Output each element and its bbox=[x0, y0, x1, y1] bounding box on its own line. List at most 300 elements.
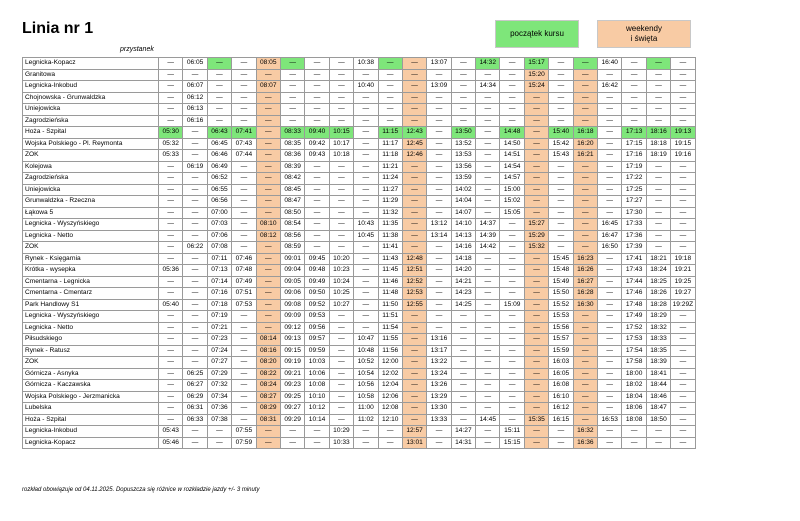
departure-time: 17:36 bbox=[622, 230, 646, 242]
departure-time: — bbox=[329, 322, 353, 334]
departure-time: 09:59 bbox=[305, 345, 329, 357]
departure-time: 11:18 bbox=[378, 150, 402, 162]
departure-time: — bbox=[427, 426, 451, 438]
departure-time: 10:47 bbox=[354, 334, 378, 346]
departure-time: — bbox=[622, 81, 646, 93]
departure-time: — bbox=[159, 196, 183, 208]
departure-time: — bbox=[549, 437, 573, 449]
departure-time: — bbox=[256, 184, 280, 196]
departure-time: — bbox=[256, 173, 280, 185]
departure-time: 13:01 bbox=[402, 437, 426, 449]
departure-time: — bbox=[427, 196, 451, 208]
timetable bbox=[22, 57, 696, 449]
departure-time: — bbox=[159, 334, 183, 346]
departure-time: — bbox=[183, 184, 207, 196]
departure-time: 16:23 bbox=[573, 253, 597, 265]
table-row bbox=[23, 426, 696, 438]
departure-time: — bbox=[159, 414, 183, 426]
departure-time: — bbox=[573, 242, 597, 254]
departure-time: — bbox=[402, 196, 426, 208]
departure-time: 11:27 bbox=[378, 184, 402, 196]
departure-time: — bbox=[329, 58, 353, 70]
departure-time: 15:56 bbox=[549, 322, 573, 334]
stop-name: Legnicka-Kopacz bbox=[23, 58, 159, 70]
departure-time: — bbox=[378, 92, 402, 104]
departure-time: — bbox=[549, 161, 573, 173]
departure-time: — bbox=[402, 403, 426, 415]
departure-time: — bbox=[354, 150, 378, 162]
departure-time: — bbox=[671, 104, 695, 116]
departure-time: 09:57 bbox=[305, 334, 329, 346]
departure-time: — bbox=[500, 276, 524, 288]
departure-time: 10:27 bbox=[329, 299, 353, 311]
departure-time: — bbox=[427, 276, 451, 288]
table-row bbox=[23, 173, 696, 185]
departure-time: — bbox=[329, 391, 353, 403]
departure-time: — bbox=[159, 173, 183, 185]
departure-time: 17:54 bbox=[622, 345, 646, 357]
departure-time: — bbox=[451, 115, 475, 127]
departure-time: — bbox=[671, 357, 695, 369]
departure-time: — bbox=[524, 288, 548, 300]
departure-time: 12:43 bbox=[402, 127, 426, 139]
departure-time: 10:20 bbox=[329, 253, 353, 265]
departure-time: — bbox=[451, 311, 475, 323]
departure-time: — bbox=[573, 196, 597, 208]
departure-time: — bbox=[598, 403, 622, 415]
departure-time: 16:26 bbox=[573, 265, 597, 277]
departure-time: — bbox=[524, 322, 548, 334]
departure-time: — bbox=[671, 219, 695, 231]
departure-time: — bbox=[256, 311, 280, 323]
departure-time: — bbox=[183, 276, 207, 288]
departure-time: 18:28 bbox=[646, 299, 670, 311]
departure-time: 07:34 bbox=[207, 391, 231, 403]
departure-time: — bbox=[524, 380, 548, 392]
departure-time: — bbox=[402, 58, 426, 70]
departure-time: 10:06 bbox=[305, 368, 329, 380]
departure-time: — bbox=[232, 184, 256, 196]
departure-time: 08:10 bbox=[256, 219, 280, 231]
departure-time: — bbox=[573, 357, 597, 369]
departure-time: — bbox=[207, 104, 231, 116]
table-row bbox=[23, 207, 696, 219]
table-row bbox=[23, 230, 696, 242]
departure-time: 15:35 bbox=[524, 414, 548, 426]
departure-time: 07:49 bbox=[232, 276, 256, 288]
departure-time: — bbox=[622, 115, 646, 127]
departure-time: 10:48 bbox=[354, 345, 378, 357]
departure-time: 10:17 bbox=[329, 138, 353, 150]
departure-time: — bbox=[305, 437, 329, 449]
departure-time: — bbox=[500, 403, 524, 415]
departure-time: — bbox=[402, 104, 426, 116]
departure-time: 05:36 bbox=[159, 265, 183, 277]
departure-time: 15:09 bbox=[500, 299, 524, 311]
stop-name: Piłsudskiego bbox=[23, 334, 159, 346]
departure-time: 06:12 bbox=[183, 92, 207, 104]
departure-time: 08:29 bbox=[256, 403, 280, 415]
departure-time: — bbox=[451, 403, 475, 415]
departure-time: 09:05 bbox=[280, 276, 304, 288]
departure-time: 06:13 bbox=[183, 104, 207, 116]
departure-time: 09:53 bbox=[305, 311, 329, 323]
departure-time: — bbox=[598, 138, 622, 150]
departure-time: — bbox=[354, 288, 378, 300]
departure-time: — bbox=[524, 357, 548, 369]
departure-time: — bbox=[549, 426, 573, 438]
departure-time: 18:47 bbox=[646, 403, 670, 415]
departure-time: — bbox=[256, 276, 280, 288]
departure-time: — bbox=[451, 322, 475, 334]
departure-time: 18:32 bbox=[646, 322, 670, 334]
departure-time: — bbox=[232, 58, 256, 70]
departure-time: 18:50 bbox=[646, 414, 670, 426]
departure-time: — bbox=[329, 414, 353, 426]
departure-time: 09:01 bbox=[280, 253, 304, 265]
departure-time: — bbox=[427, 161, 451, 173]
departure-time: — bbox=[549, 196, 573, 208]
departure-time: — bbox=[646, 173, 670, 185]
departure-time: 06:22 bbox=[183, 242, 207, 254]
departure-time: 13:30 bbox=[427, 403, 451, 415]
departure-time: — bbox=[476, 265, 500, 277]
departure-time: 09:50 bbox=[305, 288, 329, 300]
departure-time: 09:09 bbox=[280, 311, 304, 323]
departure-time: — bbox=[207, 58, 231, 70]
departure-time: 07:43 bbox=[232, 138, 256, 150]
departure-time: — bbox=[427, 92, 451, 104]
departure-time: 05:33 bbox=[159, 150, 183, 162]
departure-time: — bbox=[451, 81, 475, 93]
departure-time: — bbox=[476, 104, 500, 116]
departure-time: 07:06 bbox=[207, 230, 231, 242]
stop-name: Hoża - Szpital bbox=[23, 414, 159, 426]
table-row bbox=[23, 437, 696, 449]
table-row bbox=[23, 299, 696, 311]
departure-time: 05:43 bbox=[159, 426, 183, 438]
departure-time: — bbox=[500, 288, 524, 300]
departure-time: 07:03 bbox=[207, 219, 231, 231]
departure-time: — bbox=[354, 437, 378, 449]
departure-time: 09:15 bbox=[280, 345, 304, 357]
departure-time: — bbox=[354, 138, 378, 150]
departure-time: — bbox=[500, 219, 524, 231]
departure-time: — bbox=[573, 69, 597, 81]
departure-time: — bbox=[159, 403, 183, 415]
departure-time: — bbox=[524, 150, 548, 162]
departure-time: — bbox=[598, 322, 622, 334]
departure-time: — bbox=[305, 69, 329, 81]
stop-name: Legnicka - Netto bbox=[23, 322, 159, 334]
departure-time: — bbox=[402, 380, 426, 392]
departure-time: — bbox=[598, 253, 622, 265]
departure-time: — bbox=[207, 69, 231, 81]
departure-time: — bbox=[402, 115, 426, 127]
table-row bbox=[23, 380, 696, 392]
departure-time: — bbox=[305, 196, 329, 208]
departure-time: — bbox=[549, 81, 573, 93]
departure-time: 09:21 bbox=[280, 368, 304, 380]
departure-time: 08:42 bbox=[280, 173, 304, 185]
departure-time: — bbox=[598, 345, 622, 357]
departure-time: — bbox=[159, 219, 183, 231]
departure-time: 10:54 bbox=[354, 368, 378, 380]
departure-time: 14:27 bbox=[451, 426, 475, 438]
departure-time: 11:51 bbox=[378, 311, 402, 323]
departure-time: — bbox=[476, 426, 500, 438]
departure-time: — bbox=[646, 184, 670, 196]
departure-time: — bbox=[646, 58, 670, 70]
departure-time: — bbox=[354, 242, 378, 254]
departure-time: — bbox=[671, 230, 695, 242]
departure-time: — bbox=[573, 403, 597, 415]
table-row bbox=[23, 81, 696, 93]
departure-time: — bbox=[451, 414, 475, 426]
departure-time: — bbox=[573, 115, 597, 127]
departure-time: 17:25 bbox=[622, 184, 646, 196]
stop-name: Krótka - wysepka bbox=[23, 265, 159, 277]
departure-time: 08:54 bbox=[280, 219, 304, 231]
departure-time: 14:51 bbox=[500, 150, 524, 162]
departure-time: 08:20 bbox=[256, 357, 280, 369]
departure-time: — bbox=[476, 299, 500, 311]
departure-time: 07:55 bbox=[232, 426, 256, 438]
departure-time: — bbox=[671, 161, 695, 173]
table-row bbox=[23, 219, 696, 231]
stop-name: Cmentarna - Cmentarz bbox=[23, 288, 159, 300]
departure-time: 06:25 bbox=[183, 368, 207, 380]
departure-time: — bbox=[500, 69, 524, 81]
departure-time: — bbox=[524, 196, 548, 208]
departure-time: — bbox=[451, 391, 475, 403]
departure-time: 07:21 bbox=[207, 322, 231, 334]
departure-time: — bbox=[671, 403, 695, 415]
departure-time: — bbox=[256, 299, 280, 311]
departure-time: 18:24 bbox=[646, 265, 670, 277]
departure-time: — bbox=[598, 184, 622, 196]
departure-time: — bbox=[183, 265, 207, 277]
departure-time: 07:36 bbox=[207, 403, 231, 415]
legend-course-start-label: początek kursu bbox=[510, 29, 564, 38]
departure-time: 16:10 bbox=[549, 391, 573, 403]
departure-time: 18:16 bbox=[646, 127, 670, 139]
departure-time: — bbox=[183, 196, 207, 208]
departure-time: 05:30 bbox=[159, 127, 183, 139]
departure-time: — bbox=[671, 58, 695, 70]
departure-time: — bbox=[524, 345, 548, 357]
departure-time: — bbox=[671, 184, 695, 196]
departure-time: — bbox=[500, 334, 524, 346]
departure-time: 14:31 bbox=[451, 437, 475, 449]
departure-time: — bbox=[671, 345, 695, 357]
departure-time: — bbox=[598, 288, 622, 300]
departure-time: 15:40 bbox=[549, 127, 573, 139]
departure-time: — bbox=[427, 242, 451, 254]
departure-time: 16:05 bbox=[549, 368, 573, 380]
departure-time: — bbox=[256, 150, 280, 162]
table-row bbox=[23, 161, 696, 173]
departure-time: — bbox=[305, 219, 329, 231]
departure-time: 09:25 bbox=[280, 391, 304, 403]
departure-time: — bbox=[476, 288, 500, 300]
departure-time: — bbox=[500, 345, 524, 357]
departure-time: — bbox=[159, 69, 183, 81]
departure-time: 11:46 bbox=[378, 276, 402, 288]
departure-time: 07:16 bbox=[207, 288, 231, 300]
table-row bbox=[23, 196, 696, 208]
departure-time: — bbox=[476, 115, 500, 127]
departure-time: — bbox=[598, 104, 622, 116]
departure-time: — bbox=[232, 196, 256, 208]
departure-time: — bbox=[329, 230, 353, 242]
departure-time: 14:25 bbox=[451, 299, 475, 311]
departure-time: 17:49 bbox=[622, 311, 646, 323]
departure-time: — bbox=[256, 265, 280, 277]
departure-time: 05:32 bbox=[159, 138, 183, 150]
departure-time: — bbox=[305, 58, 329, 70]
departure-time: 19:29Z bbox=[671, 299, 695, 311]
departure-time: 19:18 bbox=[671, 253, 695, 265]
departure-time: — bbox=[329, 345, 353, 357]
departure-time: — bbox=[671, 242, 695, 254]
stop-name: Uniejowicka bbox=[23, 104, 159, 116]
departure-time: — bbox=[427, 437, 451, 449]
departure-time: 15:53 bbox=[549, 311, 573, 323]
departure-time: — bbox=[524, 253, 548, 265]
departure-time: 09:04 bbox=[280, 265, 304, 277]
departure-time: — bbox=[476, 92, 500, 104]
departure-time: — bbox=[207, 81, 231, 93]
departure-time: — bbox=[232, 368, 256, 380]
stop-name: Wojska Polskiego - Jerzmanicka bbox=[23, 391, 159, 403]
departure-time: — bbox=[671, 173, 695, 185]
departure-time: 17:15 bbox=[622, 138, 646, 150]
departure-time: — bbox=[646, 230, 670, 242]
departure-time: — bbox=[329, 92, 353, 104]
departure-time: — bbox=[524, 92, 548, 104]
departure-time: — bbox=[549, 115, 573, 127]
departure-time: — bbox=[476, 253, 500, 265]
departure-time: 16:08 bbox=[549, 380, 573, 392]
departure-time: — bbox=[598, 196, 622, 208]
departure-time: — bbox=[232, 161, 256, 173]
departure-time: 14:57 bbox=[500, 173, 524, 185]
departure-time: — bbox=[524, 138, 548, 150]
departure-time: — bbox=[354, 104, 378, 116]
departure-time: 09:52 bbox=[305, 299, 329, 311]
departure-time: 13:16 bbox=[427, 334, 451, 346]
departure-time: 10:03 bbox=[305, 357, 329, 369]
departure-time: — bbox=[573, 368, 597, 380]
departure-time: — bbox=[573, 58, 597, 70]
departure-time: 08:27 bbox=[256, 391, 280, 403]
departure-time: — bbox=[402, 184, 426, 196]
departure-time: — bbox=[402, 230, 426, 242]
departure-time: — bbox=[646, 196, 670, 208]
departure-time: — bbox=[573, 334, 597, 346]
departure-time: 06:45 bbox=[207, 138, 231, 150]
departure-time: — bbox=[549, 104, 573, 116]
departure-time: — bbox=[573, 414, 597, 426]
departure-time: — bbox=[476, 127, 500, 139]
departure-time: 14:02 bbox=[451, 184, 475, 196]
stop-name: Legnicka - Wyszyńskiego bbox=[23, 311, 159, 323]
departure-time: 05:46 bbox=[159, 437, 183, 449]
stop-name: Kolejowa bbox=[23, 161, 159, 173]
departure-time: — bbox=[183, 334, 207, 346]
departure-time: — bbox=[256, 322, 280, 334]
departure-time: — bbox=[354, 299, 378, 311]
departure-time: — bbox=[159, 161, 183, 173]
departure-time: — bbox=[329, 173, 353, 185]
departure-time: — bbox=[183, 207, 207, 219]
departure-time: — bbox=[476, 403, 500, 415]
departure-time: — bbox=[402, 81, 426, 93]
table-row bbox=[23, 311, 696, 323]
departure-time: — bbox=[159, 230, 183, 242]
departure-time: — bbox=[402, 173, 426, 185]
departure-time: 09:56 bbox=[305, 322, 329, 334]
departure-time: 09:42 bbox=[305, 138, 329, 150]
departure-time: — bbox=[402, 368, 426, 380]
departure-time: 10:10 bbox=[305, 391, 329, 403]
departure-time: — bbox=[598, 127, 622, 139]
departure-time: — bbox=[159, 368, 183, 380]
departure-time: 14:20 bbox=[451, 265, 475, 277]
departure-time: 15:52 bbox=[549, 299, 573, 311]
departure-time: — bbox=[671, 92, 695, 104]
departure-time: 17:16 bbox=[622, 150, 646, 162]
departure-time: — bbox=[329, 311, 353, 323]
departure-time: — bbox=[451, 92, 475, 104]
departure-time: 10:29 bbox=[329, 426, 353, 438]
departure-time: — bbox=[646, 81, 670, 93]
departure-time: 13:52 bbox=[451, 138, 475, 150]
departure-time: 08:24 bbox=[256, 380, 280, 392]
departure-time: 10:52 bbox=[354, 357, 378, 369]
departure-time: 14:13 bbox=[451, 230, 475, 242]
departure-time: 11:48 bbox=[378, 288, 402, 300]
departure-time: 14:21 bbox=[451, 276, 475, 288]
table-row bbox=[23, 334, 696, 346]
departure-time: — bbox=[524, 334, 548, 346]
departure-time: 15:02 bbox=[500, 196, 524, 208]
departure-time: 12:52 bbox=[402, 276, 426, 288]
stop-name: Lubelska bbox=[23, 403, 159, 415]
departure-time: — bbox=[476, 173, 500, 185]
departure-time: 18:25 bbox=[646, 276, 670, 288]
table-row bbox=[23, 69, 696, 81]
departure-time: — bbox=[549, 92, 573, 104]
departure-time: — bbox=[671, 207, 695, 219]
departure-time: — bbox=[646, 161, 670, 173]
departure-time: 14:23 bbox=[451, 288, 475, 300]
table-row bbox=[23, 58, 696, 70]
departure-time: 06:31 bbox=[183, 403, 207, 415]
departure-time: — bbox=[573, 81, 597, 93]
departure-time: 12:55 bbox=[402, 299, 426, 311]
departure-time: — bbox=[646, 242, 670, 254]
departure-time: 14:07 bbox=[451, 207, 475, 219]
departure-time: — bbox=[378, 81, 402, 93]
departure-time: — bbox=[524, 299, 548, 311]
departure-time: — bbox=[159, 184, 183, 196]
stop-name: Zagrodzieńska bbox=[23, 173, 159, 185]
departure-time: — bbox=[476, 334, 500, 346]
departure-time: — bbox=[280, 69, 304, 81]
departure-time: — bbox=[476, 161, 500, 173]
